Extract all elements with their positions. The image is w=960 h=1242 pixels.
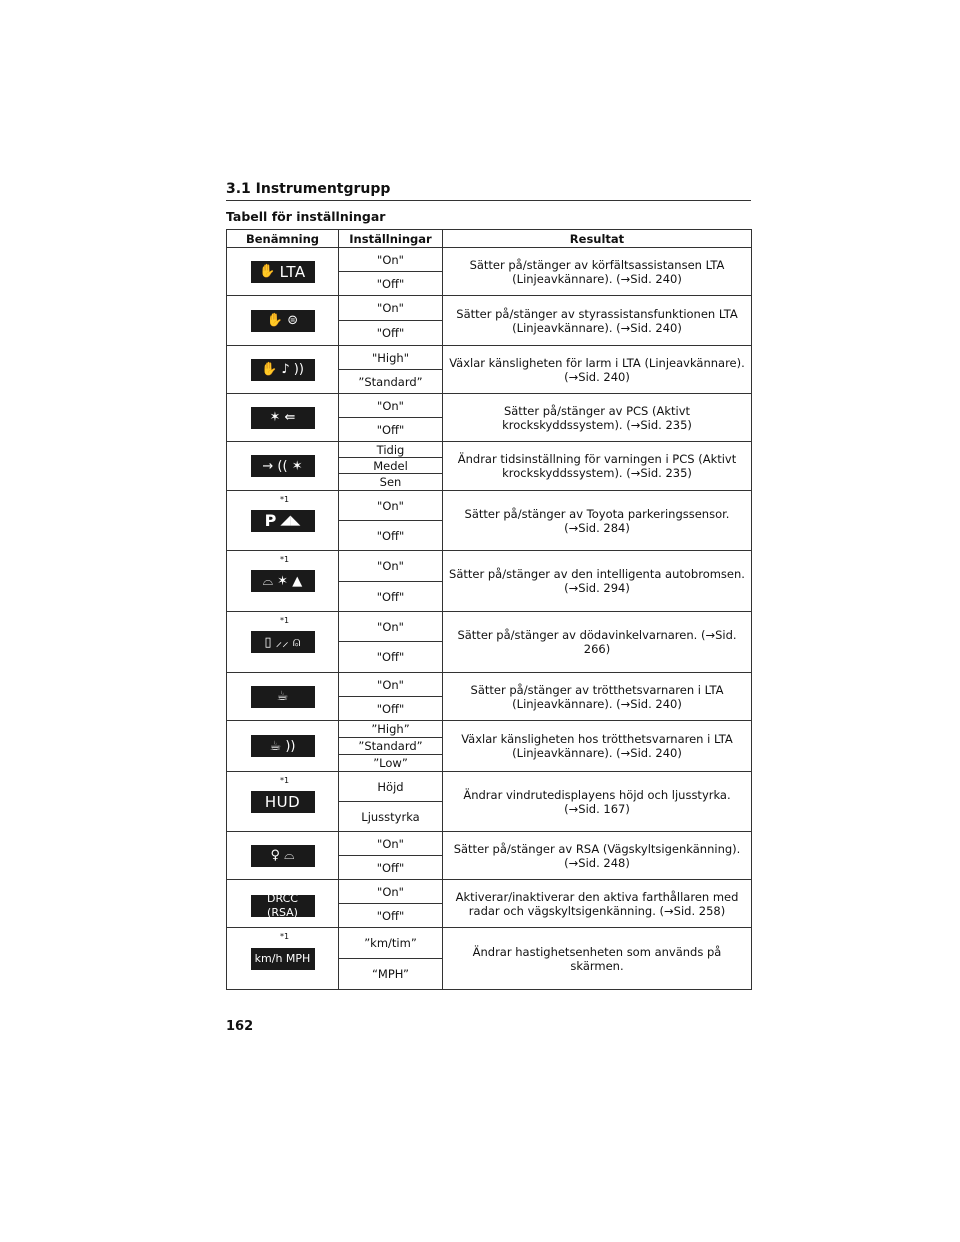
drowsiness-icon: ☕ (251, 686, 315, 708)
result-cell: Sätter på/stänger av den intelligenta autobromsen. (→Sid. 294) (443, 551, 752, 612)
header-settings: Inställningar (339, 230, 443, 248)
table-row (227, 832, 752, 856)
name-cell (227, 772, 339, 832)
rsa-icon: ♀ ⌓ (251, 845, 315, 867)
option-cell: "Off" (339, 521, 443, 551)
steering-assist-icon: ✋ ⊜ (251, 310, 315, 332)
table-row (227, 880, 752, 904)
option-cell: "On" (339, 296, 443, 321)
table-row (227, 296, 752, 321)
option-cell: Ljusstyrka (339, 802, 443, 832)
table-row (227, 442, 752, 458)
result-cell: Sätter på/stänger av Toyota parkeringssensor. (→Sid. 284) (443, 491, 752, 551)
table-row (227, 394, 752, 418)
table-row (227, 928, 752, 959)
option-cell: "Off" (339, 321, 443, 346)
option-cell: "On" (339, 673, 443, 697)
result-cell: Växlar känsligheten för larm i LTA (Linjeavkännare). (→Sid. 240) (443, 346, 752, 394)
option-cell: ”Standard” (339, 738, 443, 755)
option-cell: "On" (339, 612, 443, 642)
option-cell: Tidig (339, 442, 443, 458)
option-cell: "On" (339, 832, 443, 856)
name-cell (227, 442, 339, 491)
option-cell: "On" (339, 394, 443, 418)
pcs-icon: ✶ ⇚ (251, 407, 315, 429)
result-cell: Sätter på/stänger av PCS (Aktivt krockskyddssystem). (→Sid. 235) (443, 394, 752, 442)
option-cell: "Off" (339, 697, 443, 721)
blind-spot-icon: ▯ ⸝⸝ ⍝ (251, 631, 315, 653)
option-cell: "Off" (339, 272, 443, 296)
option-cell: "Off" (339, 642, 443, 673)
result-cell: Ändrar tidsinställning för varningen i PCS (Aktivt krockskyddssystem). (→Sid. 235) (443, 442, 752, 491)
option-cell: "Off" (339, 904, 443, 928)
page-number: 162 (226, 1019, 254, 1034)
result-cell: Växlar känsligheten hos trötthetsvarnaren i LTA (Linjeavkännare). (→Sid. 240) (443, 721, 752, 772)
option-cell: Höjd (339, 772, 443, 802)
table-row (227, 551, 752, 582)
option-cell: "Off" (339, 418, 443, 442)
option-cell: “MPH” (339, 959, 443, 990)
table-row (227, 721, 752, 738)
name-cell (227, 721, 339, 772)
hud-icon: HUD (251, 791, 315, 813)
footnote-marker: *1 (280, 932, 290, 941)
option-cell: Sen (339, 474, 443, 491)
lta-sensitivity-icon: ✋ ♪ )) (251, 359, 315, 381)
name-cell (227, 248, 339, 296)
auto-brake-icon: ⌓ ✶ ▲ (251, 570, 315, 592)
option-cell: ”Standard” (339, 370, 443, 394)
name-cell (227, 551, 339, 612)
pcs-timing-icon: → (( ✶ (251, 455, 315, 477)
table-row (227, 491, 752, 521)
name-cell (227, 928, 339, 990)
table-row (227, 248, 752, 272)
speed-unit-icon: km/h MPH (251, 948, 315, 970)
option-cell: "Off" (339, 582, 443, 612)
result-cell: Sätter på/stänger av trötthetsvarnaren i LTA (Linjeavkännare). (→Sid. 240) (443, 673, 752, 721)
footnote-marker: *1 (280, 495, 290, 504)
section-title: 3.1 Instrumentgrupp (226, 181, 391, 197)
table-title: Tabell för inställningar (226, 209, 386, 224)
name-cell (227, 673, 339, 721)
name-cell (227, 832, 339, 880)
result-cell: Sätter på/stänger av RSA (Vägskyltsigenkänning). (→Sid. 248) (443, 832, 752, 880)
result-cell: Ändrar hastighetsenheten som används på skärmen. (443, 928, 752, 990)
table-row (227, 772, 752, 802)
option-cell: ”High” (339, 721, 443, 738)
option-cell: ”Low” (339, 755, 443, 772)
footnote-marker: *1 (280, 776, 290, 785)
parking-sensor-icon: P ◢◣ (251, 510, 315, 532)
header-result: Resultat (443, 230, 752, 248)
result-cell: Ändrar vindrutedisplayens höjd och ljusstyrka. (→Sid. 167) (443, 772, 752, 832)
option-cell: "High" (339, 346, 443, 370)
option-cell: ”km/tim” (339, 928, 443, 959)
footnote-marker: *1 (280, 616, 290, 625)
table-row (227, 612, 752, 642)
option-cell: Medel (339, 458, 443, 474)
section-header (226, 178, 751, 201)
option-cell: "On" (339, 248, 443, 272)
table-row (227, 673, 752, 697)
name-cell (227, 880, 339, 928)
result-cell: Sätter på/stänger av styrassistansfunktionen LTA (Linjeavkännare). (→Sid. 240) (443, 296, 752, 346)
result-cell: Aktiverar/inaktiverar den aktiva farthållaren med radar och vägskyltsigenkänning. (→Sid. 258) (443, 880, 752, 928)
result-cell: Sätter på/stänger av dödavinkelvarnaren. (→Sid. 266) (443, 612, 752, 673)
name-cell (227, 612, 339, 673)
name-cell (227, 296, 339, 346)
option-cell: "Off" (339, 856, 443, 880)
drcc-rsa-icon: DRCC (RSA) (251, 895, 315, 917)
lta-icon: ✋ LTA (251, 261, 315, 283)
name-cell (227, 346, 339, 394)
option-cell: "On" (339, 551, 443, 582)
result-cell: Sätter på/stänger av körfältsassistansen LTA (Linjeavkännare). (→Sid. 240) (443, 248, 752, 296)
table-row (227, 346, 752, 370)
option-cell: "On" (339, 491, 443, 521)
name-cell (227, 394, 339, 442)
header-name: Benämning (227, 230, 339, 248)
settings-table (226, 229, 752, 990)
option-cell: "On" (339, 880, 443, 904)
footnote-marker: *1 (280, 555, 290, 564)
table-header-row (227, 230, 752, 248)
drowsiness-sensitivity-icon: ☕ )) (251, 735, 315, 757)
name-cell (227, 491, 339, 551)
